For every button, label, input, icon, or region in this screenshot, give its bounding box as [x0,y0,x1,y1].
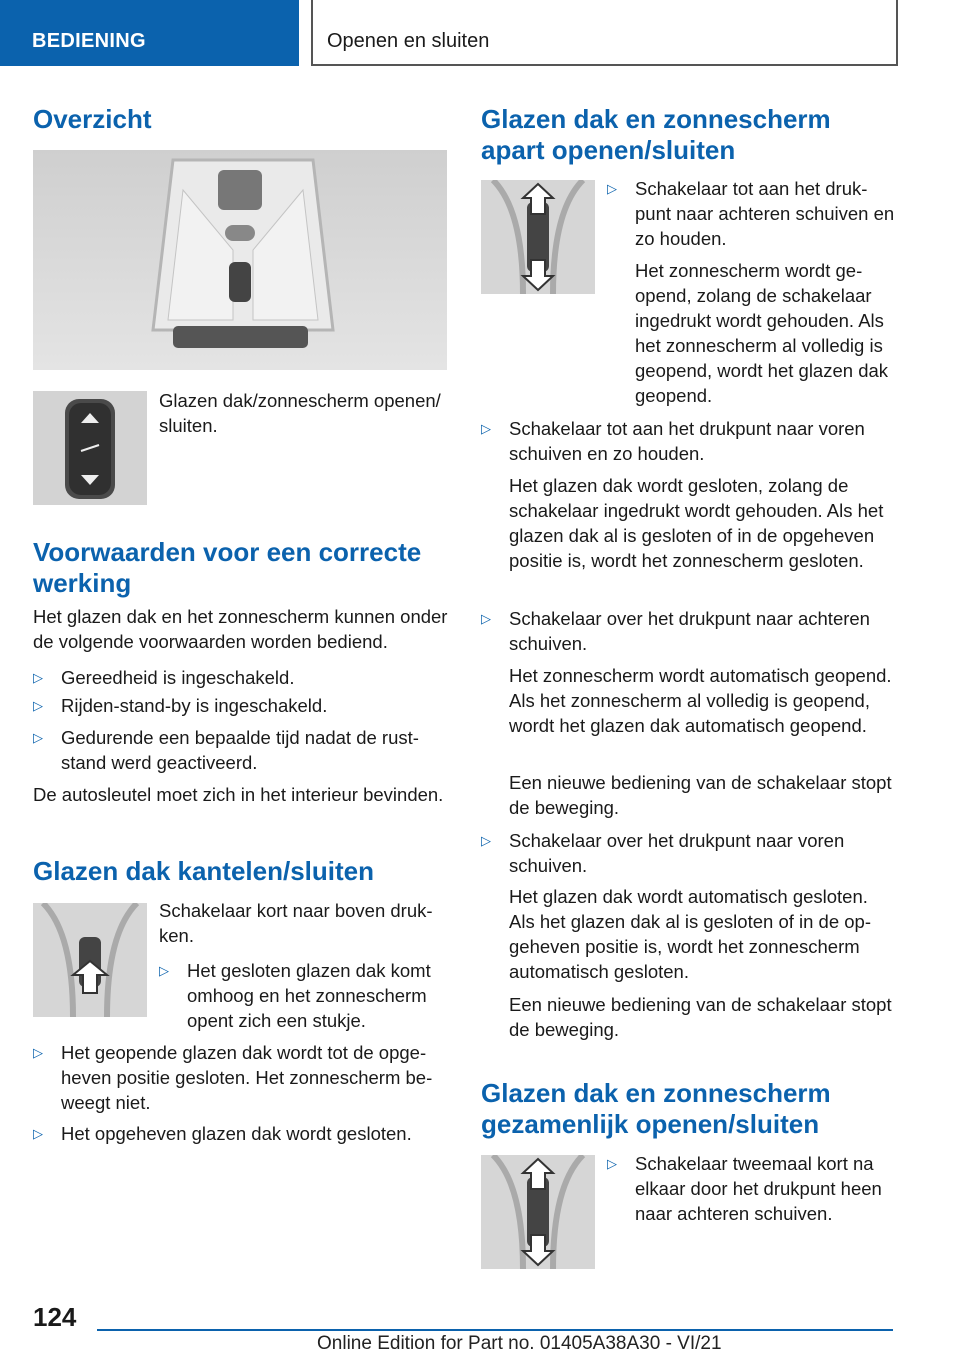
bullet-icon: ▷ [607,181,617,196]
chapter-tab [311,0,898,66]
list-item-detail: Het glazen dak wordt automatisch gesloten. Als het glazen dak al is gesloten of in de opgeheven positie is, wordt het zonnescherm automatisch gesloten. [509,886,872,982]
chapter-label: Openen en sluiten [327,30,490,52]
page-number: 124 [33,1302,77,1332]
list-item-detail: Een nieuwe bediening van de schakelaar stopt de beweging. [509,994,892,1040]
bullet-icon: ▷ [481,421,491,436]
bullet-icon: ▷ [33,698,43,713]
heading-gezamenlijk: Glazen dak en zonnescherm gezamenlijk openen/sluiten [481,1078,831,1139]
list-item: ▷ Schakelaar tweemaal kort na elkaar door het drukpunt heen naar achteren schuiven. [607,1153,882,1224]
list-item: ▷ Schakelaar tot aan het drukpunt naar voren schuiven en zo houden. [481,418,865,464]
heading-apart: Glazen dak en zonnescherm apart openen/sluiten [481,104,831,165]
list-item: ▷ Schakelaar tot aan het drukpunt naar achteren schuiven en zo houden. [607,178,895,249]
switch-caption: Glazen dak/zonnescherm openen/ sluiten. [159,390,441,436]
bullet-icon: ▷ [33,670,43,685]
list-item: ▷ Het gesloten glazen dak komt omhoog en het zonnescherm opent zich een stukje. [159,960,431,1031]
bullet-icon: ▷ [33,1126,43,1141]
heading-kantelen: Glazen dak kantelen/sluiten [33,856,374,886]
list-item-detail: Het glazen dak wordt gesloten, zolang de schakelaar ingedrukt wordt gehouden. Als het glazen dak al is gesloten of in de opgeheven positie is, wordt het zonnescherm gesloten. [509,475,884,571]
voorwaarden-outro: De autosleutel moet zich in het interieur bevinden. [33,784,444,805]
kantelen-intro: Schakelaar kort naar boven drukken. [159,900,433,946]
list-item: ▷ Schakelaar over het drukpunt naar achteren schuiven. [481,608,870,654]
list-item-detail: Een nieuwe bediening van de schakelaar stopt de beweging. [509,772,892,818]
footer-divider [97,1329,893,1331]
section-tab [0,0,299,66]
overhead-console-image [33,150,447,370]
bullet-icon: ▷ [481,833,491,848]
footer-edition: Online Edition for Part no. 01405A38A30 - VI/21 [317,1333,722,1354]
bullet-icon: ▷ [159,963,169,978]
switch-apart-image [481,180,595,294]
switch-tilt-image [33,903,147,1017]
bullet-icon: ▷ [33,730,43,745]
list-item: ▷ Gedurende een bepaalde tijd nadat de ruststand werd geactiveerd. [33,727,419,773]
heading-overzicht: Overzicht [33,104,152,134]
switch-gezamenlijk-image [481,1155,595,1269]
heading-voorwaarden: Voorwaarden voor een correcte werking [33,537,422,598]
voorwaarden-intro: Het glazen dak en het zonnescherm kunnen onder de volgende voorwaarden worden bediend. [33,606,448,652]
section-label: BEDIENING [32,30,146,52]
bullet-icon: ▷ [33,1045,43,1060]
list-item: ▷ Het geopende glazen dak wordt tot de opgeheven positie gesloten. Het zonnescherm beweegt niet. [33,1042,433,1113]
list-item-detail: Het zonnescherm wordt automatisch geopend. Als het zonnescherm al volledig is geopend, wordt het glazen dak automatisch geopend. [509,665,892,736]
bullet-icon: ▷ [607,1156,617,1171]
bullet-icon: ▷ [481,611,491,626]
switch-image [33,391,147,505]
list-item: ▷ Schakelaar over het drukpunt naar voren schuiven. [481,830,845,876]
list-item-detail: Het zonnescherm wordt geopend, zolang de schakelaar ingedrukt wordt gehouden. Als het zonnescherm al volledig is geopend, wordt het glazen dak geopend. [635,260,889,406]
